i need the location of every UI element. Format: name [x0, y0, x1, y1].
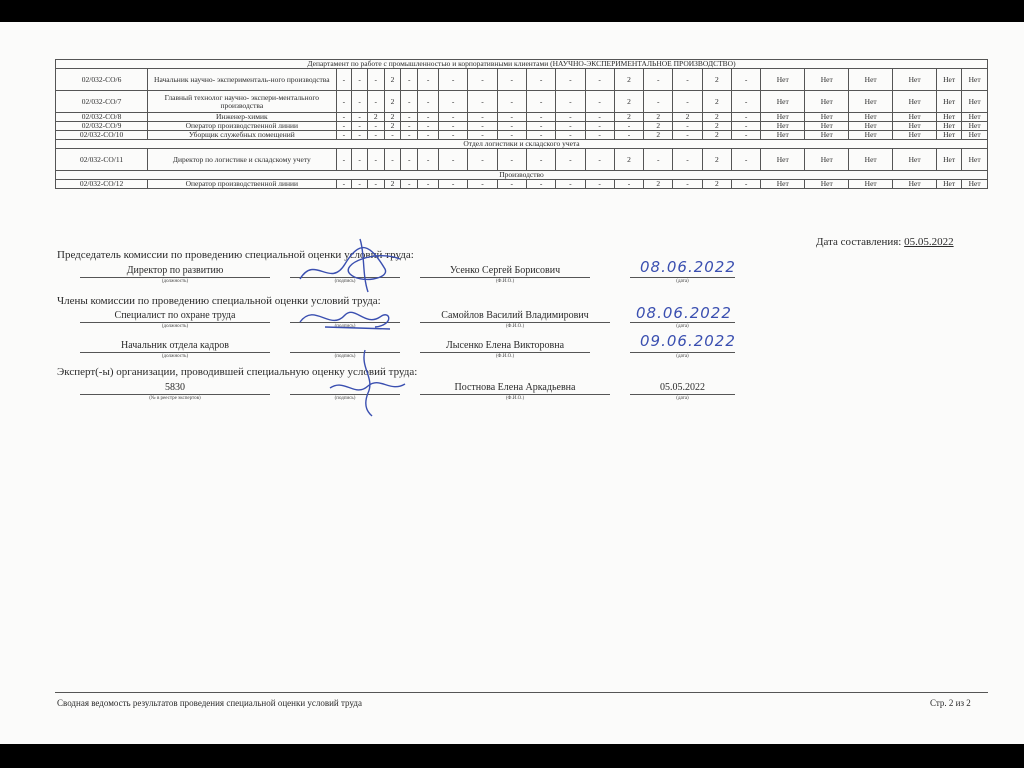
chair-date-handwritten: 08.06.2022	[640, 258, 736, 276]
row-value: -	[367, 180, 384, 189]
row-value: Нет	[849, 149, 893, 171]
row-value: -	[526, 113, 555, 122]
row-value: Нет	[962, 149, 988, 171]
row-value: -	[526, 91, 555, 113]
row-value: -	[401, 91, 418, 113]
results-table	[55, 59, 988, 189]
row-position: Оператор производственной линии	[148, 180, 336, 189]
row-value: -	[585, 69, 614, 91]
row-value: 2	[702, 180, 731, 189]
row-value: Нет	[937, 131, 962, 140]
section-production-label: Производство	[56, 171, 988, 180]
row-value: Нет	[805, 91, 849, 113]
row-value: Нет	[761, 122, 805, 131]
row-value: -	[497, 180, 526, 189]
member-1-position: Специалист по охране труда	[80, 310, 270, 323]
member-1-name-caption: (Ф.И.О.)	[505, 324, 525, 329]
row-value: -	[556, 180, 585, 189]
row-value: -	[526, 122, 555, 131]
footer-title: Сводная ведомость результатов проведения специальной оценки условий труда	[57, 698, 362, 708]
members-heading: Члены комиссии по проведению специальной оценки условий труда:	[57, 295, 381, 307]
row-value: -	[468, 113, 497, 122]
row-value: -	[352, 91, 368, 113]
row-value: Нет	[937, 149, 962, 171]
expert-signature-caption: (подпись)	[334, 396, 356, 401]
row-value: -	[439, 180, 468, 189]
row-value: Нет	[962, 69, 988, 91]
row-value: -	[439, 131, 468, 140]
row-value: 2	[614, 113, 643, 122]
row-value: Нет	[805, 131, 849, 140]
row-value: -	[401, 122, 418, 131]
member-1-name: Самойлов Василий Владимирович	[420, 310, 610, 323]
row-value: -	[497, 69, 526, 91]
row-value: -	[439, 149, 468, 171]
expert-date-caption: (дата)	[676, 396, 689, 401]
row-value: -	[732, 69, 761, 91]
row-position: Оператор производственной линии	[148, 122, 336, 131]
row-value: -	[644, 91, 673, 113]
row-value: Нет	[962, 91, 988, 113]
row-id: 02/032-СО/10	[56, 131, 148, 140]
row-value: -	[468, 122, 497, 131]
row-value: -	[673, 69, 702, 91]
section-logistics-label: Отдел логистики и складского учета	[56, 140, 988, 149]
row-value: Нет	[849, 131, 893, 140]
row-id: 02/032-СО/11	[56, 149, 148, 171]
row-value: -	[336, 69, 352, 91]
row-value: Нет	[805, 180, 849, 189]
row-value: -	[352, 149, 368, 171]
row-value: 2	[614, 69, 643, 91]
row-value: -	[468, 69, 497, 91]
member-2-position: Начальник отдела кадров	[80, 340, 270, 353]
row-value: 2	[614, 149, 643, 171]
chair-heading: Председатель комиссии по проведению специальной оценки условий труда:	[57, 249, 414, 261]
footer-page-number: Стр. 2 из 2	[930, 698, 971, 708]
row-value: -	[439, 69, 468, 91]
row-value: 2	[644, 180, 673, 189]
table-row	[56, 91, 988, 113]
member-1-date-caption: (дата)	[676, 324, 689, 329]
row-id: 02/032-СО/9	[56, 122, 148, 131]
row-value: Нет	[761, 69, 805, 91]
row-value: -	[556, 149, 585, 171]
row-value: Нет	[849, 180, 893, 189]
row-value: -	[732, 149, 761, 171]
row-value: -	[367, 131, 384, 140]
row-value: -	[439, 113, 468, 122]
row-value: Нет	[761, 149, 805, 171]
expert-registry: 5830	[80, 382, 270, 395]
member-1-date-handwritten: 08.06.2022	[636, 304, 732, 322]
row-id: 02/032-СО/7	[56, 91, 148, 113]
row-value: -	[556, 69, 585, 91]
row-value: 2	[384, 113, 401, 122]
row-value: -	[526, 131, 555, 140]
row-value: 2	[384, 122, 401, 131]
chair-name: Усенко Сергей Борисович	[420, 265, 590, 278]
row-value: Нет	[937, 180, 962, 189]
row-value: -	[367, 149, 384, 171]
row-value: -	[418, 131, 439, 140]
row-value: -	[497, 122, 526, 131]
row-value: -	[367, 91, 384, 113]
row-value: -	[352, 113, 368, 122]
row-value: -	[418, 149, 439, 171]
chair-position-caption: (должность)	[161, 279, 189, 284]
row-value: 2	[384, 91, 401, 113]
member-2-date-caption: (дата)	[676, 354, 689, 359]
row-value: 2	[384, 69, 401, 91]
row-value: -	[401, 180, 418, 189]
row-value: -	[614, 180, 643, 189]
row-value: -	[352, 122, 368, 131]
row-value: -	[418, 69, 439, 91]
member-2-signature-caption: (подпись)	[334, 354, 356, 359]
row-value: Нет	[937, 122, 962, 131]
row-value: -	[526, 69, 555, 91]
row-value: Нет	[849, 113, 893, 122]
table-row	[56, 131, 988, 140]
table-row	[56, 69, 988, 91]
row-value: Нет	[849, 69, 893, 91]
row-position: Начальник научно- эксперименталь-ного производства	[148, 69, 336, 91]
row-value: Нет	[761, 113, 805, 122]
row-value: Нет	[893, 113, 937, 122]
row-value: Нет	[937, 91, 962, 113]
row-value: -	[673, 91, 702, 113]
row-value: -	[352, 180, 368, 189]
row-value: -	[585, 149, 614, 171]
member-2-date-handwritten: 09.06.2022	[640, 332, 736, 350]
row-value: Нет	[893, 69, 937, 91]
section-production	[56, 171, 988, 180]
row-value: -	[336, 113, 352, 122]
chair-signature-icon	[290, 234, 420, 294]
row-value: -	[418, 91, 439, 113]
row-value: -	[732, 113, 761, 122]
expert-name-caption: (Ф.И.О.)	[505, 396, 525, 401]
row-value: -	[367, 69, 384, 91]
row-value: Нет	[893, 122, 937, 131]
row-value: -	[418, 180, 439, 189]
row-value: -	[384, 149, 401, 171]
member-1-signature-caption: (подпись)	[334, 324, 356, 329]
footer-divider	[55, 692, 988, 693]
row-value: Нет	[761, 131, 805, 140]
row-value: Нет	[761, 180, 805, 189]
row-value: -	[526, 180, 555, 189]
member-2-name-caption: (Ф.И.О.)	[495, 354, 515, 359]
row-value: Нет	[962, 131, 988, 140]
expert-date: 05.05.2022	[630, 382, 735, 395]
member-2-name: Лысенко Елена Викторовна	[420, 340, 590, 353]
chair-position: Директор по развитию	[80, 265, 270, 278]
row-value: Нет	[761, 91, 805, 113]
row-value: -	[401, 69, 418, 91]
row-value: -	[585, 113, 614, 122]
row-value: -	[468, 180, 497, 189]
row-value: -	[673, 122, 702, 131]
row-value: Нет	[893, 131, 937, 140]
row-value: Нет	[805, 122, 849, 131]
row-value: -	[614, 122, 643, 131]
expert-signature-icon	[320, 348, 410, 418]
member-1-position-caption: (должность)	[161, 324, 189, 329]
row-value: Нет	[937, 113, 962, 122]
row-value: -	[673, 149, 702, 171]
row-id: 02/032-СО/8	[56, 113, 148, 122]
row-value: -	[556, 91, 585, 113]
row-value: 2	[673, 113, 702, 122]
row-value: -	[439, 122, 468, 131]
row-value: -	[336, 91, 352, 113]
row-position: Директор по логистике и складскому учету	[148, 149, 336, 171]
row-value: -	[497, 149, 526, 171]
row-value: -	[468, 91, 497, 113]
department-header-label: Департамент по работе с промышленностью и корпоративными клиентами (НАУЧНО-ЭКСПЕРИМЕНТАЛЬНОЕ ПРОИЗВОДСТВО)	[56, 60, 988, 69]
row-value: -	[418, 122, 439, 131]
member-1-signature-icon	[295, 297, 405, 337]
row-value: -	[644, 149, 673, 171]
department-header	[56, 60, 988, 69]
row-value: -	[352, 131, 368, 140]
date-compiled	[816, 236, 954, 248]
chair-name-caption: (Ф.И.О.)	[495, 279, 515, 284]
row-value: -	[401, 149, 418, 171]
table-body	[56, 60, 988, 189]
row-position: Главный технолог научно- экспери-ментального производства	[148, 91, 336, 113]
row-value: Нет	[962, 122, 988, 131]
row-value: -	[556, 131, 585, 140]
row-value: Нет	[893, 149, 937, 171]
document-page	[0, 22, 1024, 744]
expert-registry-caption: (№ в реестре экспертов)	[149, 396, 201, 401]
chair-date-caption: (дата)	[676, 279, 689, 284]
row-value: -	[336, 149, 352, 171]
row-value: Нет	[962, 180, 988, 189]
row-value: -	[585, 131, 614, 140]
table-row	[56, 180, 988, 189]
row-value: -	[367, 122, 384, 131]
row-value: 2	[644, 113, 673, 122]
row-value: -	[439, 91, 468, 113]
expert-heading: Эксперт(-ы) организации, проводившей специальную оценку условий труда:	[57, 366, 418, 378]
row-value: -	[673, 180, 702, 189]
row-value: Нет	[937, 69, 962, 91]
date-compiled-value: 05.05.2022	[904, 236, 954, 248]
row-value: Нет	[893, 91, 937, 113]
row-value: 2	[702, 149, 731, 171]
row-value: -	[732, 91, 761, 113]
row-value: -	[556, 113, 585, 122]
row-value: Нет	[849, 122, 893, 131]
row-position: Уборщик служебных помещений	[148, 131, 336, 140]
row-value: -	[585, 122, 614, 131]
row-value: -	[585, 180, 614, 189]
row-id: 02/032-СО/6	[56, 69, 148, 91]
row-value: 2	[702, 91, 731, 113]
row-value: -	[585, 91, 614, 113]
row-value: -	[497, 113, 526, 122]
row-value: -	[526, 149, 555, 171]
row-value: Нет	[805, 149, 849, 171]
row-value: -	[418, 113, 439, 122]
row-value: -	[468, 149, 497, 171]
expert-name: Постнова Елена Аркадьевна	[420, 382, 610, 395]
row-value: -	[401, 131, 418, 140]
row-value: -	[673, 131, 702, 140]
row-value: 2	[702, 69, 731, 91]
row-value: -	[556, 122, 585, 131]
row-value: 2	[644, 131, 673, 140]
row-value: -	[468, 131, 497, 140]
row-value: -	[336, 180, 352, 189]
row-value: -	[352, 69, 368, 91]
row-value: -	[732, 180, 761, 189]
row-value: 2	[644, 122, 673, 131]
date-compiled-label: Дата составления:	[816, 236, 902, 248]
row-value: Нет	[893, 180, 937, 189]
section-logistics	[56, 140, 988, 149]
row-value: Нет	[849, 91, 893, 113]
row-value: -	[497, 91, 526, 113]
row-value: 2	[702, 113, 731, 122]
table-row	[56, 122, 988, 131]
row-value: 2	[702, 122, 731, 131]
row-value: -	[614, 131, 643, 140]
row-value: Нет	[805, 113, 849, 122]
table-row	[56, 113, 988, 122]
row-value: -	[497, 131, 526, 140]
row-value: -	[384, 131, 401, 140]
row-value: Нет	[962, 113, 988, 122]
row-value: 2	[614, 91, 643, 113]
row-id: 02/032-СО/12	[56, 180, 148, 189]
row-position: Инженер-химик	[148, 113, 336, 122]
row-value: -	[644, 69, 673, 91]
row-value: Нет	[805, 69, 849, 91]
row-value: 2	[367, 113, 384, 122]
row-value: -	[336, 122, 352, 131]
table-row	[56, 149, 988, 171]
row-value: -	[336, 131, 352, 140]
row-value: 2	[384, 180, 401, 189]
row-value: -	[401, 113, 418, 122]
row-value: -	[732, 131, 761, 140]
member-2-position-caption: (должность)	[161, 354, 189, 359]
row-value: 2	[702, 131, 731, 140]
chair-signature-caption: (подпись)	[334, 279, 356, 284]
row-value: -	[732, 122, 761, 131]
